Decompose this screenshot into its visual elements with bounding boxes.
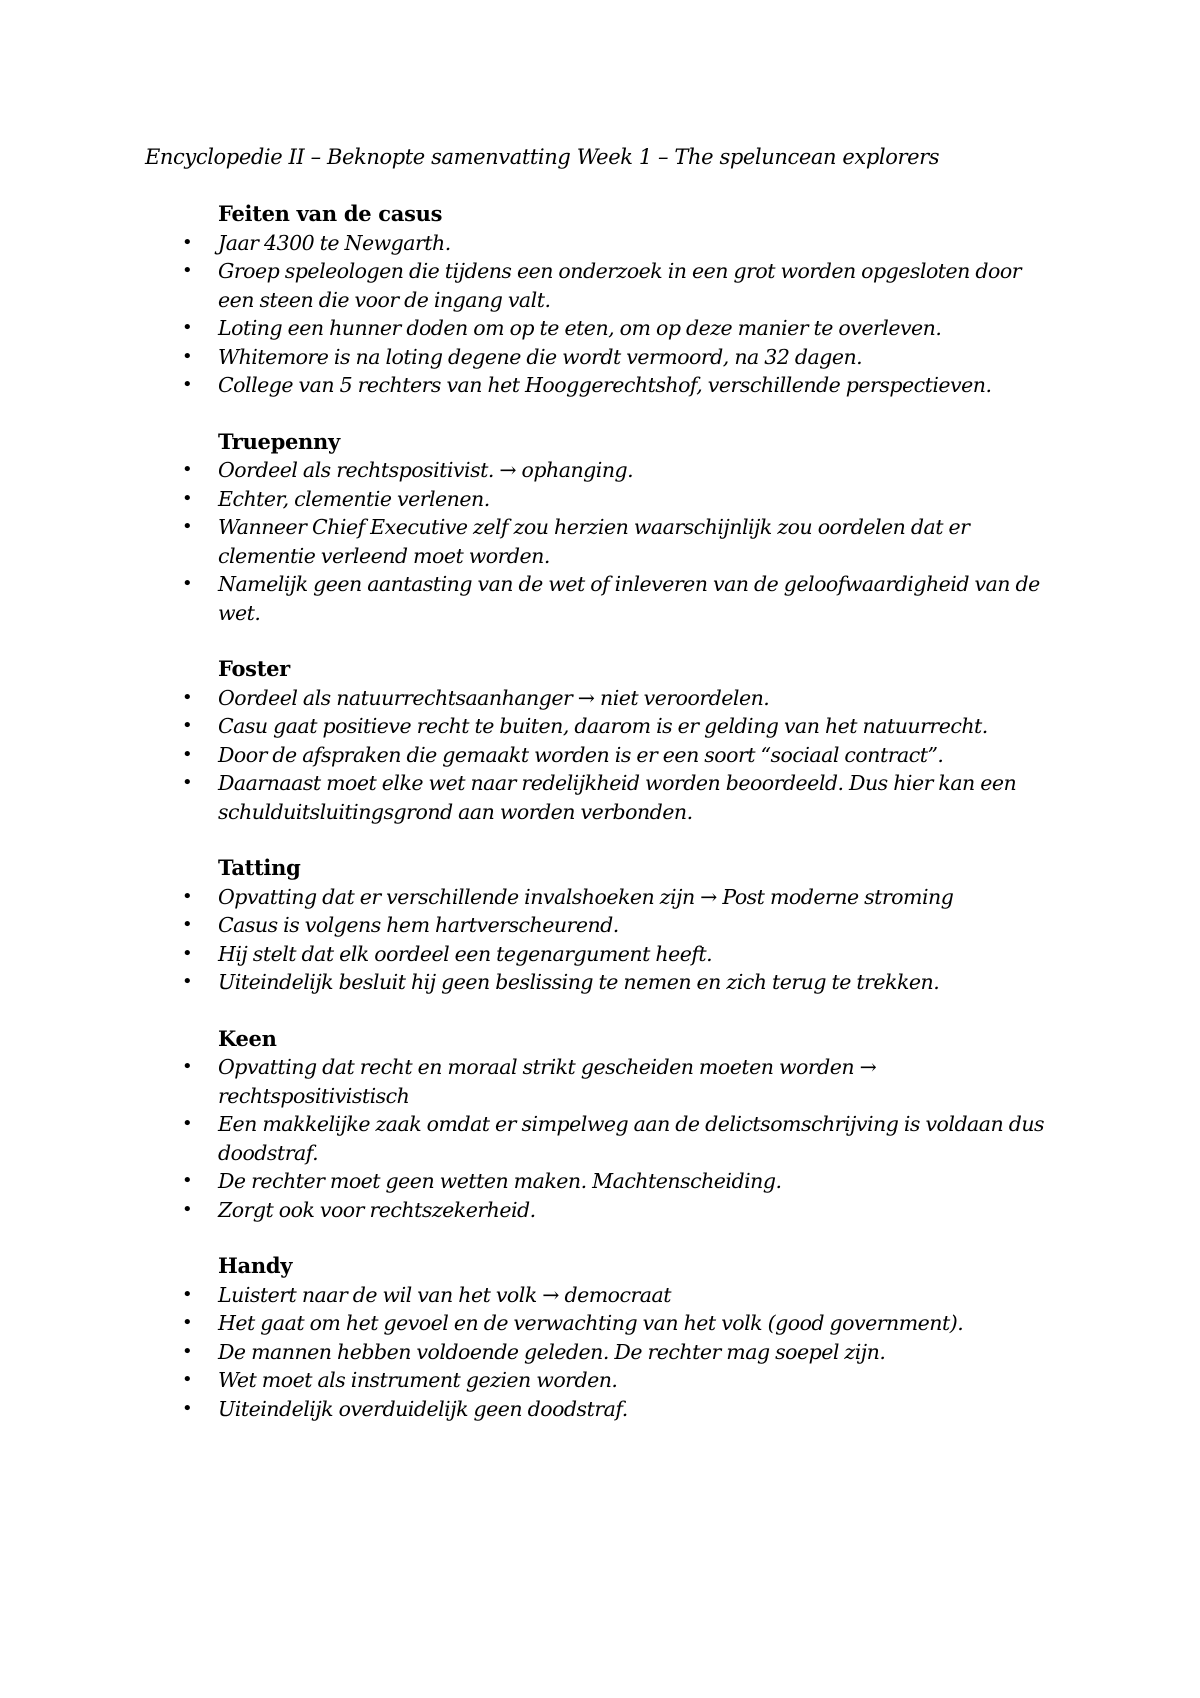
section [0,854,1200,997]
bullet-text: De mannen hebben voldoende geleden. De rechter mag soepel zijn. [218,1339,886,1364]
bullet-item [0,741,1058,770]
section-heading: Tatting [218,855,301,880]
bullet-dot-icon: • [182,1397,193,1419]
bullet-dot-icon: • [182,260,193,281]
bullet-text: Opvatting dat recht en moraal strikt gescheiden moeten worden → rechtspositivistisch [218,1055,877,1108]
bullet-item [0,1167,1058,1196]
bullet-dot-icon: • [182,914,193,935]
document-title: Encyclopedie II – Beknopte samenvatting Week 1 – The speluncean explorers [145,145,940,169]
bullet-item [0,911,1058,940]
bullet-dot-icon: • [182,459,193,480]
section-heading: Foster [218,656,290,681]
bullet-item [0,570,1058,627]
bullet-text: Daarnaast moet elke wet naar redelijkheid worden beoordeeld. Dus hier kan een schulduitsluitingsgrond aan worden verbonden. [218,771,1017,824]
bullet-dot-icon: • [182,1283,193,1305]
bullet-text: Echter, clementie verlenen. [218,486,490,511]
bullet-text: Namelijk geen aantasting van de wet of inleveren van de geloofwaardigheid van de wet. [218,572,1040,625]
bullet-text: Whitemore is na loting degene die wordt vermoord, na 32 dagen. [218,344,863,369]
bullet-item [0,883,1058,912]
bullet-item [0,1110,1058,1167]
bullet-list [0,1281,1200,1424]
document-body [0,200,1200,1451]
bullet-dot-icon: • [182,1198,193,1220]
bullet-item [0,513,1058,570]
bullet-text: Door de afspraken die gemaakt worden is er een soort “sociaal contract”. [218,742,944,767]
bullet-list [0,456,1200,627]
bullet-item [0,1309,1058,1338]
bullet-text: Hij stelt dat elk oordeel een tegenargument heeft. [218,941,713,966]
section [0,200,1200,400]
bullet-dot-icon: • [182,971,193,992]
bullet-item [0,769,1058,826]
bullet-dot-icon: • [182,743,193,765]
bullet-dot-icon: • [182,686,193,708]
bullet-text: Wet moet als instrument gezien worden. [218,1368,618,1392]
bullet-item [0,314,1058,343]
bullet-text: Loting een hunner doden om op te eten, om op deze manier te overleven. [218,316,942,340]
section [0,1025,1200,1225]
bullet-list [0,1053,1200,1224]
bullet-text: College van 5 rechters van het Hooggerechtshof, verschillende perspectieven. [218,373,992,397]
bullet-item [0,940,1058,969]
bullet-dot-icon: • [182,1056,193,1077]
bullet-item [0,1338,1058,1367]
bullet-text: Opvatting dat er verschillende invalshoeken zijn → Post moderne stroming [218,884,954,909]
bullet-dot-icon: • [182,885,193,907]
bullet-item [0,257,1058,314]
bullet-text: Wanneer Chief Executive zelf zou herzien waarschijnlijk zou oordelen dat er clementie verleend moet worden. [218,515,970,568]
bullet-dot-icon: • [182,772,193,793]
bullet-dot-icon: • [182,1113,193,1134]
section [0,655,1200,826]
bullet-item [0,1281,1058,1310]
bullet-text: Jaar 4300 te Newgarth. [218,230,451,255]
bullet-text: Oordeel als rechtspositivist. → ophanging. [218,458,634,482]
bullet-dot-icon: • [182,516,193,537]
bullet-text: Een makkelijke zaak omdat er simpelweg aan de delictsomschrijving is voldaan dus doodstraf. [218,1112,1045,1165]
section-heading: Truepenny [218,428,340,454]
section-heading: Handy [218,1253,293,1278]
bullet-dot-icon: • [182,942,193,964]
bullet-item [0,456,1058,485]
bullet-text: Groep speleologen die tijdens een onderzoek in een grot worden opgesloten door een steen die voor de ingang valt. [218,259,1022,312]
bullet-text: De rechter moet geen wetten maken. Machtenscheiding. [218,1169,782,1193]
bullet-item [0,229,1058,258]
bullet-dot-icon: • [182,1170,193,1191]
bullet-item [0,712,1058,741]
bullet-dot-icon: • [182,374,193,395]
bullet-text: Uiteindelijk overduidelijk geen doodstraf. [218,1396,628,1421]
bullet-dot-icon: • [182,487,193,509]
bullet-dot-icon: • [182,1369,193,1390]
bullet-dot-icon: • [182,345,193,367]
bullet-text: Zorgt ook voor rechtszekerheid. [218,1197,536,1222]
bullet-dot-icon: • [182,231,193,253]
bullet-item [0,968,1058,997]
bullet-dot-icon: • [182,317,193,338]
bullet-list [0,883,1200,997]
bullet-list [0,229,1200,400]
bullet-item [0,1395,1058,1424]
bullet-item [0,343,1058,372]
bullet-text: Casu gaat positieve recht te buiten, daarom is er gelding van het natuurrecht. [218,714,988,738]
bullet-list [0,684,1200,827]
bullet-item [0,371,1058,400]
bullet-dot-icon: • [182,715,193,736]
bullet-item [0,1053,1058,1110]
section-heading: Feiten van de casus [218,201,443,226]
section-heading: Keen [218,1025,277,1051]
bullet-item [0,485,1058,514]
bullet-item [0,1366,1058,1395]
bullet-text: Luistert naar de wil van het volk → democraat [218,1282,671,1307]
bullet-item [0,684,1058,713]
bullet-text: Casus is volgens hem hartverscheurend. [218,913,619,937]
bullet-dot-icon: • [182,573,193,594]
bullet-text: Uiteindelijk besluit hij geen beslissing te nemen en zich terug te trekken. [218,970,940,994]
bullet-dot-icon: • [182,1340,193,1362]
bullet-item [0,1196,1058,1225]
section [0,428,1200,628]
bullet-text: Oordeel als natuurrechtsaanhanger → niet veroordelen. [218,685,770,710]
section [0,1252,1200,1423]
bullet-text: Het gaat om het gevoel en de verwachting van het volk (good government). [218,1311,964,1335]
bullet-dot-icon: • [182,1312,193,1333]
